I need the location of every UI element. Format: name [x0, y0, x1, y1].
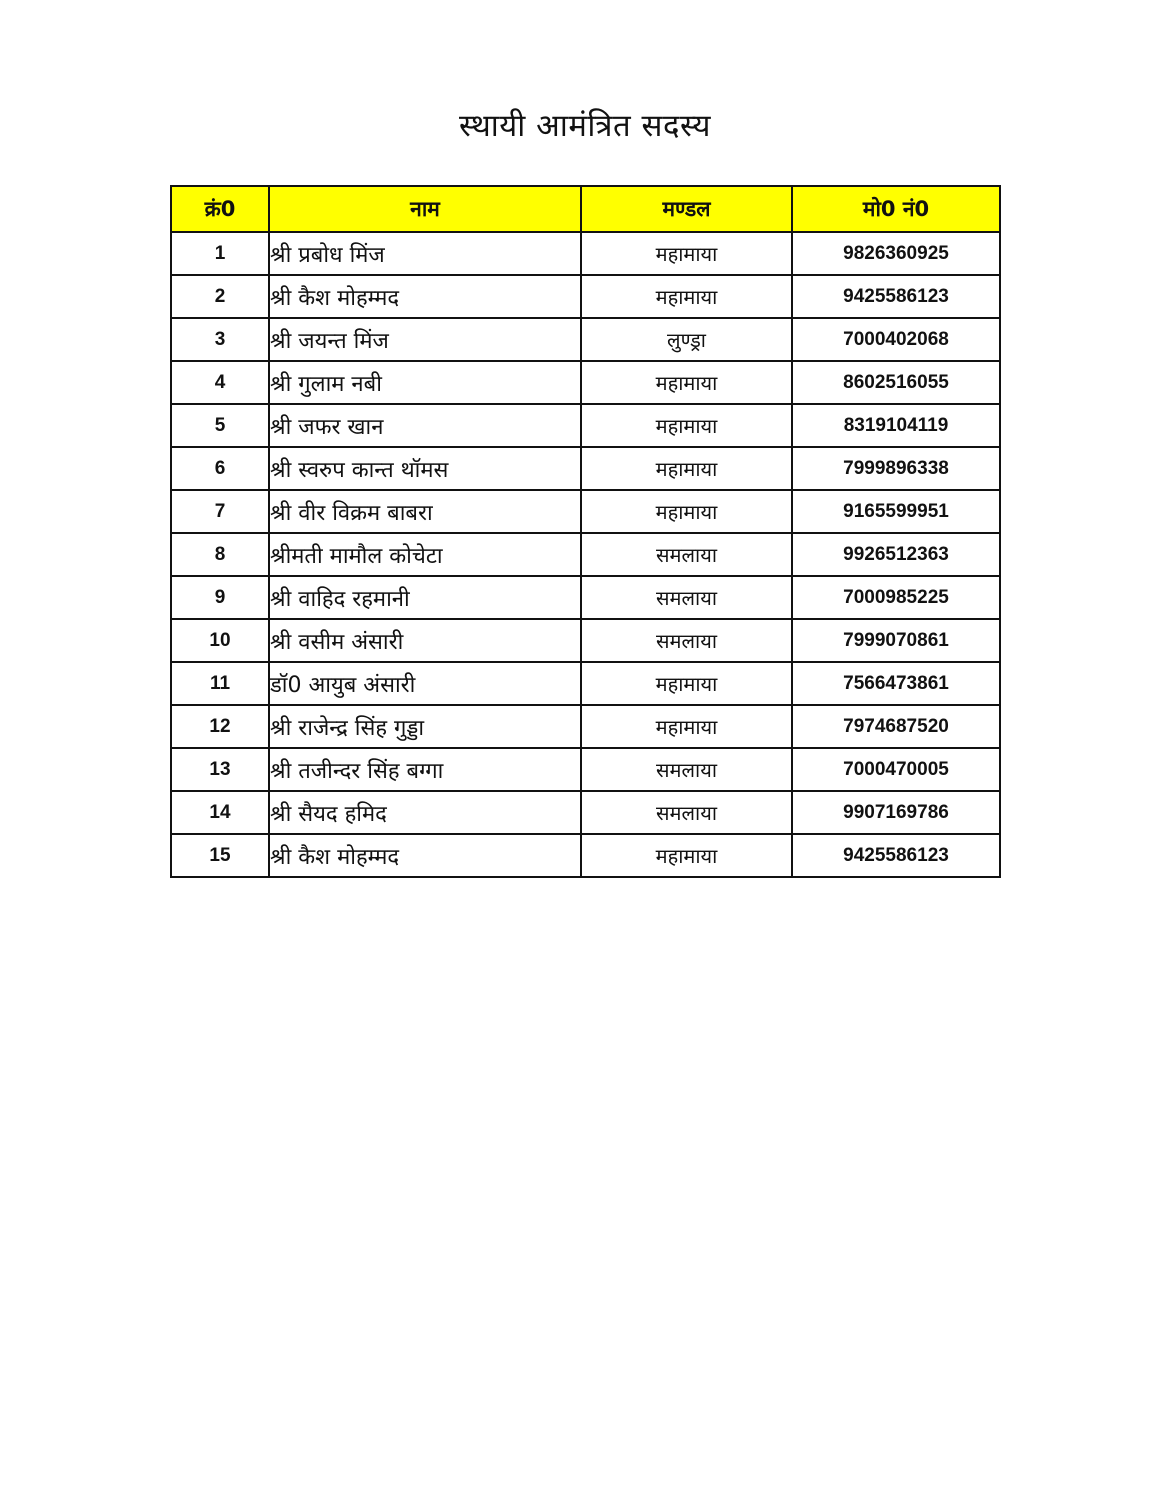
cell-name: श्री जफर खान	[269, 404, 581, 447]
cell-mandal: समलाया	[581, 533, 792, 576]
table-row	[171, 705, 1000, 748]
cell-name: श्री जयन्त मिंज	[269, 318, 581, 361]
cell-sno: 12	[171, 705, 269, 748]
cell-mandal: महामाया	[581, 447, 792, 490]
cell-name: श्री स्वरुप कान्त थॉमस	[269, 447, 581, 490]
header-row	[171, 186, 1000, 232]
cell-mobile: 9826360925	[792, 232, 1000, 275]
cell-mobile: 8602516055	[792, 361, 1000, 404]
cell-mandal: समलाया	[581, 576, 792, 619]
cell-name: श्री प्रबोध मिंज	[269, 232, 581, 275]
cell-name: श्री कैश मोहम्मद	[269, 275, 581, 318]
cell-mandal: समलाया	[581, 619, 792, 662]
cell-mandal: महामाया	[581, 404, 792, 447]
cell-mandal: महामाया	[581, 662, 792, 705]
page-title: स्थायी आमंत्रित सदस्य	[459, 108, 711, 144]
table-row	[171, 576, 1000, 619]
cell-mandal: महामाया	[581, 490, 792, 533]
cell-sno: 7	[171, 490, 269, 533]
cell-sno: 8	[171, 533, 269, 576]
cell-mandal: लुण्ड्रा	[581, 318, 792, 361]
cell-mobile: 9425586123	[792, 834, 1000, 877]
members-table	[170, 185, 1001, 878]
cell-mandal: महामाया	[581, 834, 792, 877]
cell-sno: 4	[171, 361, 269, 404]
cell-name: श्री तजीन्दर सिंह बग्गा	[269, 748, 581, 791]
table-row	[171, 404, 1000, 447]
table-row	[171, 619, 1000, 662]
cell-sno: 13	[171, 748, 269, 791]
cell-mandal: महामाया	[581, 705, 792, 748]
header-mobile: मो0 नं0	[792, 186, 1000, 232]
cell-mobile: 7999070861	[792, 619, 1000, 662]
cell-name: श्री वाहिद रहमानी	[269, 576, 581, 619]
cell-mobile: 9926512363	[792, 533, 1000, 576]
cell-sno: 14	[171, 791, 269, 834]
cell-mandal: समलाया	[581, 791, 792, 834]
cell-mobile: 7000985225	[792, 576, 1000, 619]
table-row	[171, 748, 1000, 791]
cell-mobile: 7000470005	[792, 748, 1000, 791]
cell-name: श्री गुलाम नबी	[269, 361, 581, 404]
table-row	[171, 533, 1000, 576]
table-body	[171, 232, 1000, 877]
table-row	[171, 662, 1000, 705]
cell-mandal: समलाया	[581, 748, 792, 791]
cell-mobile: 9165599951	[792, 490, 1000, 533]
cell-sno: 1	[171, 232, 269, 275]
cell-sno: 5	[171, 404, 269, 447]
table-row	[171, 361, 1000, 404]
cell-sno: 11	[171, 662, 269, 705]
cell-mandal: महामाया	[581, 232, 792, 275]
cell-mobile: 9907169786	[792, 791, 1000, 834]
table-row	[171, 834, 1000, 877]
table-row	[171, 447, 1000, 490]
cell-name: श्री सैयद हमिद	[269, 791, 581, 834]
header-sno: क्रं0	[171, 186, 269, 232]
cell-mobile: 7000402068	[792, 318, 1000, 361]
cell-mandal: महामाया	[581, 361, 792, 404]
cell-mobile: 7999896338	[792, 447, 1000, 490]
table-row	[171, 232, 1000, 275]
table-row	[171, 318, 1000, 361]
cell-sno: 9	[171, 576, 269, 619]
cell-sno: 6	[171, 447, 269, 490]
cell-name: श्री कैश मोहम्मद	[269, 834, 581, 877]
cell-name: श्री वीर विक्रम बाबरा	[269, 490, 581, 533]
cell-mobile: 7974687520	[792, 705, 1000, 748]
cell-sno: 3	[171, 318, 269, 361]
header-mandal: मण्डल	[581, 186, 792, 232]
table-row	[171, 490, 1000, 533]
cell-sno: 15	[171, 834, 269, 877]
cell-sno: 2	[171, 275, 269, 318]
cell-name: श्रीमती मामौल कोचेटा	[269, 533, 581, 576]
table-row	[171, 791, 1000, 834]
header-name: नाम	[269, 186, 581, 232]
cell-mobile: 8319104119	[792, 404, 1000, 447]
table-row	[171, 275, 1000, 318]
cell-name: श्री राजेन्द्र सिंह गुड्डा	[269, 705, 581, 748]
table-header	[171, 186, 1000, 232]
cell-mobile: 9425586123	[792, 275, 1000, 318]
cell-sno: 10	[171, 619, 269, 662]
cell-mandal: महामाया	[581, 275, 792, 318]
cell-name: डॉ0 आयुब अंसारी	[269, 662, 581, 705]
cell-name: श्री वसीम अंसारी	[269, 619, 581, 662]
cell-mobile: 7566473861	[792, 662, 1000, 705]
